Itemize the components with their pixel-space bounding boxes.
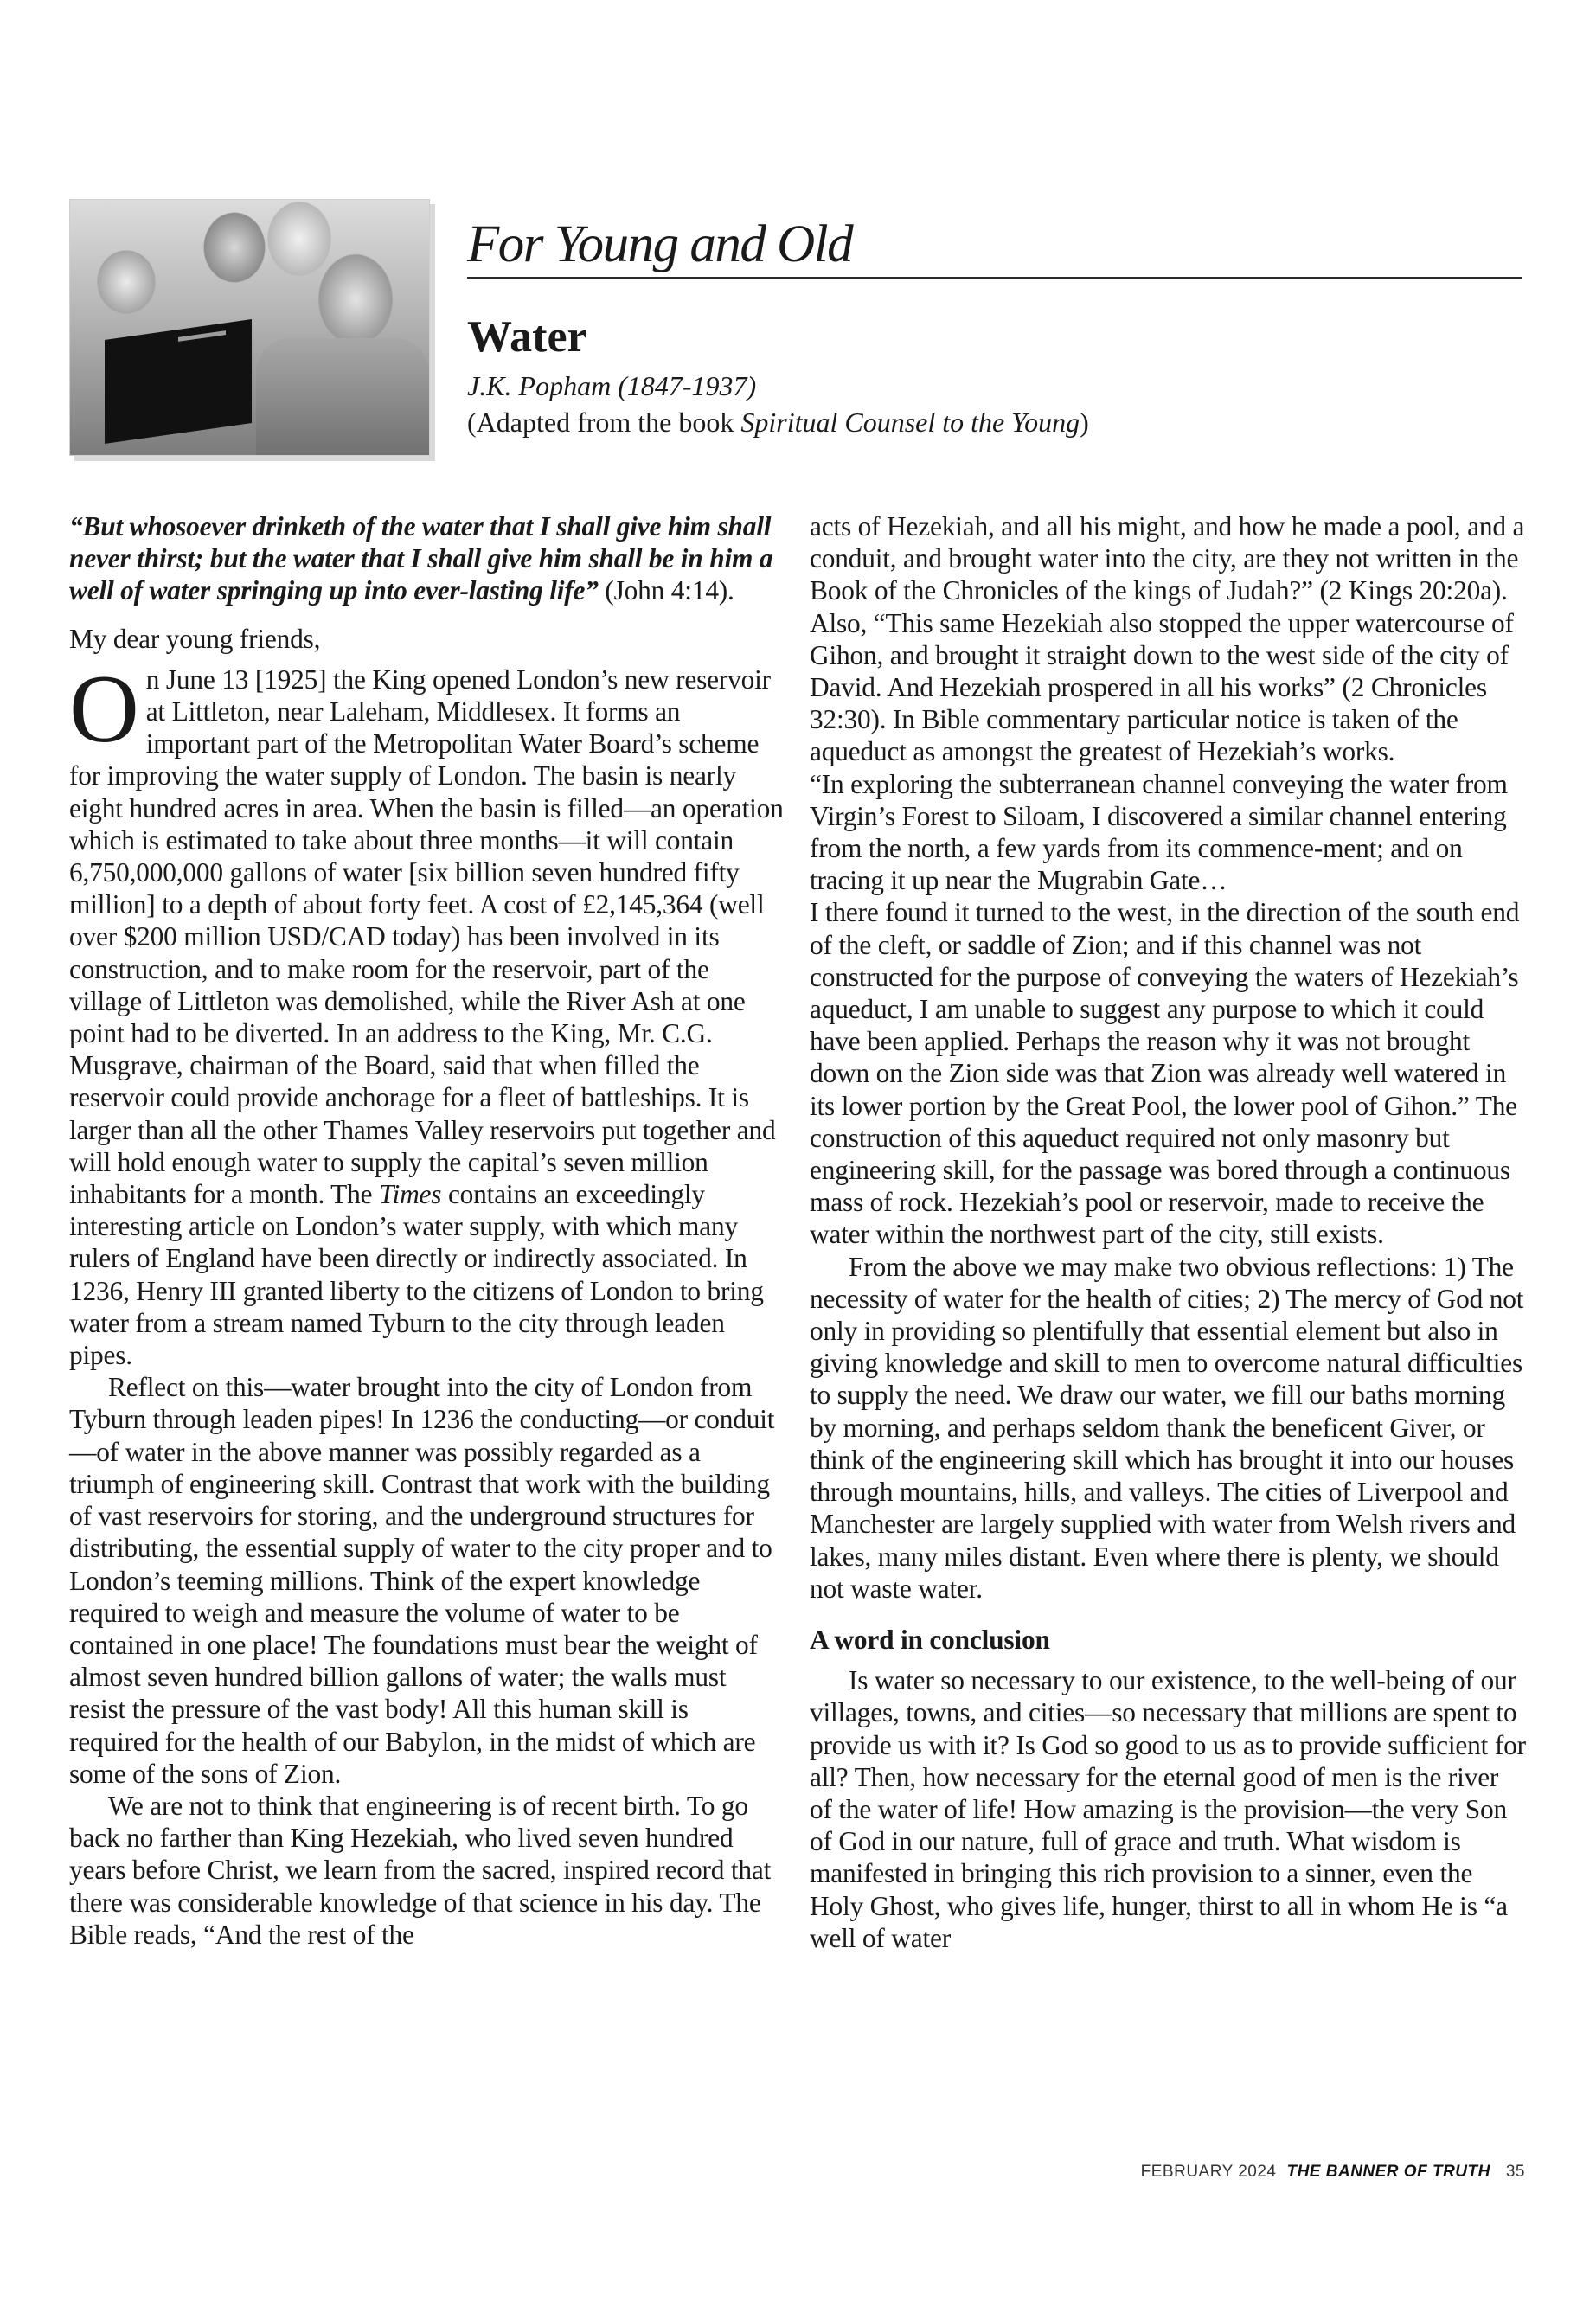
family-photo	[69, 199, 430, 456]
quotation-part-2: I there found it turned to the west, in the direction of the south end of the cleft, or saddle of Zion; and if this channel was not constructed for the purpose of conveying the waters of Hezekiah’s aqueduct, I am unable to suggest any purpose to which it could have been applied. Perhaps the reason why it was not brought down on the Zion side was that Zion was already well watered in its lower portion by the Great Pool, the lower pool of Gihon.” The construction of this aqueduct required not only masonry but engineering skill, for the passage was bored through a continuous mass of rock. Hezekiah’s pool or reservoir, made to receive the water within the northwest part of the city, still exists.	[810, 897, 1520, 1250]
paragraph-1-italic: Times	[379, 1179, 442, 1210]
left-column	[69, 510, 784, 1951]
paragraph-5: Is water so necessary to our existence, to the well-being of our villages, towns, and cities—so necessary that millions are spent to provide us with it? Is God so good to us as to provide sufficient for all? Then, how necessary for the eternal good of men is the river of the water of life! How amazing is the provision—the very Son of God in our nature, full of grace and truth. What wisdom is manifested in bringing this rich provision to a sinner, even the Holy Ghost, who gives life, hunger, thirst to all in whom He is “a well of water	[810, 1665, 1526, 1953]
photo-figure	[256, 338, 429, 456]
paragraph-4: From the above we may make two obvious reflections: 1) The necessity of water for the health of cities; 2) The mercy of God not only in providing so plentifully that essential element but also in giving knowledge and skill to men to overcome natural difficulties to supply the need. We draw our water, we fill our baths morning by morning, and perhaps seldom thank the beneficent Giver, or think of the engineering skill which has brought it into our houses through mountains, hills, and valleys. The cities of Liverpool and Manchester are largely supplied with water from Welsh rivers and lakes, many miles distant. Even where there is plenty, we should not waste water.	[810, 1251, 1524, 1604]
source-prefix: (Adapted from the book	[467, 407, 741, 438]
paragraph-2: Reflect on this—water brought into the city of London from Tyburn through leaden pipes! In 1236 the conducting—or conduit—of water in the above manner was possibly regarded as a triumph of engineering skill. Contrast that work with the building of vast reservoirs for storing, and the underground structures for distributing, the essential supply of water to the city proper and to London’s teeming millions. Think of the expert knowledge required to weigh and measure the volume of water to be contained in one place! The foundations must bear the weight of almost seven hundred billion gallons of water; the walls must resist the pressure of the vast body! All this human skill is required for the health of our Babylon, in the midst of which are some of the sons of Zion.	[69, 1372, 775, 1789]
drop-cap: O	[69, 655, 139, 763]
section-heading: A word in conclusion	[810, 1624, 1050, 1655]
source-book-title: Spiritual Counsel to the Young	[740, 407, 1080, 438]
epigraph	[69, 510, 784, 607]
title-rule	[467, 277, 1522, 279]
footer-issue: FEBRUARY 2024	[1140, 2163, 1277, 2181]
page-footer	[1141, 2163, 1525, 2182]
source-credit	[467, 407, 1089, 439]
quotation-part-1: “In exploring the subterranean channel conveying the water from Virgin’s Forest to Siloam, I discovered a similar channel entering from the north, a few yards from its commence-ment; and on tracing it up near the Mugrabin Gate…	[810, 768, 1508, 896]
footer-magazine: THE BANNER OF TRUTH	[1286, 2163, 1490, 2181]
right-column	[810, 510, 1526, 1954]
epigraph-reference: (John 4:14).	[598, 575, 734, 606]
source-suffix: )	[1080, 407, 1089, 438]
paragraph-1-text-b: contains an exceedingly interesting article on London’s water supply, with which many rulers of England have been directly or indirectly associated. In 1236, Henry III granted liberty to the citizens of London to bring water from a stream named Tyburn to the city through leaden pipes.	[69, 1179, 764, 1371]
article-title: Water	[467, 312, 587, 362]
salutation: My dear young friends,	[69, 623, 321, 654]
author-byline: J.K. Popham (1847-1937)	[467, 370, 757, 401]
epigraph-quote: “But whosoever drinketh of the water that I shall give him shall never thirst; but the water that I shall give him shall be in him a well of water springing up into ever-lasting life”	[69, 511, 773, 606]
page-number: 35	[1505, 2163, 1525, 2181]
series-title: For Young and Old	[467, 215, 853, 273]
paragraph-3-start: We are not to think that engineering is of recent birth. To go back no farther than King Hezekiah, who lived seven hundred years before Christ, we learn from the sacred, inspired record that there was considerable knowledge of that science in his day. The Bible reads, “And the rest of the	[69, 1790, 772, 1950]
paragraph-1	[69, 655, 784, 1371]
paragraph-1-text-a: n June 13 [1925] the King opened London’s new reservoir at Littleton, near Laleham, Middlesex. It forms an important part of the Metropolitan Water Board’s scheme for improving the water supply of London. The basin is nearly eight hundred acres in area. When the basin is filled—an operation which is estimated to take about three months—it will contain 6,750,000,000 gallons of water [six billion seven hundred fifty million] to a depth of about forty feet. A cost of £2,145,364 (well over $200 million USD/CAD today) has been involved in its construction, and to make room for the reservoir, part of the village of Littleton was demolished, while the River Ash at one point had to be diverted. In an address to the King, Mr. C.G. Musgrave, chairman of the Board, said that when filled the reservoir could provide anchorage for a fleet of battleships. It is larger than all the other Thames Valley reservoirs put together and will hold enough water to supply the capital’s seven million inhabitants for a month. The	[69, 663, 784, 1210]
paragraph-3-continued: acts of Hezekiah, and all his might, and how he made a pool, and a conduit, and brought water into the city, are they not written in the Book of the Chronicles of the kings of Judah?” (2 Kings 20:20a). Also, “This same Hezekiah also stopped the upper watercourse of Gihon, and brought it straight down to the west side of the city of David. And Hezekiah prospered in all his works” (2 Chronicles 32:30). In Bible commentary particular notice is taken of the aqueduct as amongst the greatest of Hezekiah’s works.	[810, 511, 1525, 767]
